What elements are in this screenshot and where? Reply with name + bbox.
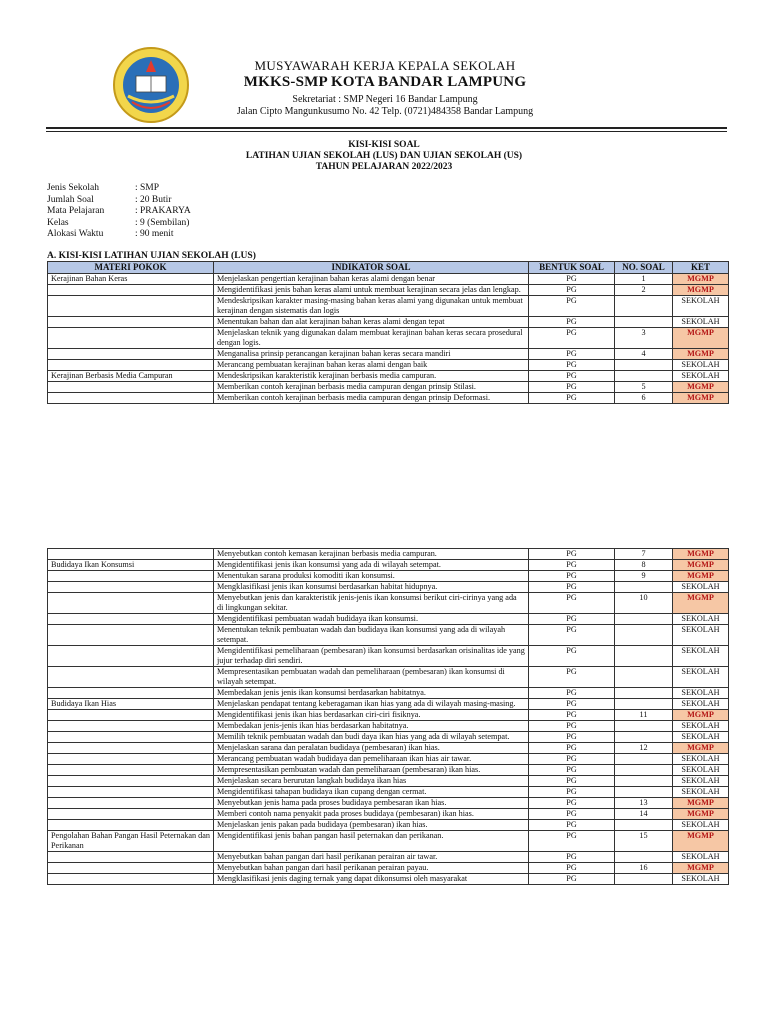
info-label: Kelas [47, 217, 69, 228]
bentuk-cell: PG [529, 699, 615, 710]
indikator-cell: Mempresentasikan pembuatan wadah dan pemeliharaan (pembesaran) ikan konsumsi di wilayah setempat. [214, 667, 529, 688]
info-label: Alokasi Waktu [47, 229, 104, 240]
indikator-cell: Menentukan bahan dan alat kerajinan bahan keras alami dengan tepat [214, 317, 529, 328]
ket-cell: SEKOLAH [673, 765, 729, 776]
ket-cell: SEKOLAH [673, 699, 729, 710]
ket-cell: MGMP [673, 743, 729, 754]
materi-cell [48, 349, 214, 360]
header-no-soal: NO. SOAL [615, 262, 673, 274]
bentuk-cell: PG [529, 688, 615, 699]
table-row [48, 820, 729, 831]
ket-cell: SEKOLAH [673, 646, 729, 667]
materi-cell [48, 549, 214, 560]
table-row [48, 743, 729, 754]
table-row [48, 710, 729, 721]
organization-name: MUSYAWARAH KERJA KEPALA SEKOLAH [254, 58, 516, 73]
ket-cell: SEKOLAH [673, 360, 729, 371]
table-row [48, 874, 729, 885]
ket-cell: SEKOLAH [673, 582, 729, 593]
no-soal-cell: 13 [615, 798, 673, 809]
table-row [48, 296, 729, 317]
materi-cell [48, 754, 214, 765]
indikator-cell: Menyebutkan bahan pangan dari hasil perikanan perairan air tawar. [214, 852, 529, 863]
table-row [48, 328, 729, 349]
ket-cell: SEKOLAH [673, 776, 729, 787]
table-row [48, 285, 729, 296]
table-row [48, 754, 729, 765]
table-row [48, 732, 729, 743]
ket-cell: SEKOLAH [673, 820, 729, 831]
info-value: : PRAKARYA [135, 206, 191, 217]
no-soal-cell [615, 699, 673, 710]
ket-cell: SEKOLAH [673, 296, 729, 317]
table-row [48, 863, 729, 874]
no-soal-cell [615, 582, 673, 593]
materi-cell [48, 721, 214, 732]
header-indikator-soal: INDIKATOR SOAL [214, 262, 529, 274]
info-label: Mata Pelajaran [47, 206, 105, 217]
no-soal-cell: 2 [615, 285, 673, 296]
no-soal-cell: 8 [615, 560, 673, 571]
materi-cell [48, 710, 214, 721]
document-subtitle: LATIHAN UJIAN SEKOLAH (LUS) DAN UJIAN SEKOLAH (US) [245, 151, 523, 161]
info-value: : 90 menit [135, 229, 174, 240]
ket-cell: MGMP [673, 571, 729, 582]
indikator-cell: Mengklasifikasi jenis ikan konsumsi berdasarkan habitat hidupnya. [214, 582, 529, 593]
bentuk-cell: PG [529, 614, 615, 625]
info-value: : 9 (Sembilan) [135, 217, 190, 228]
no-soal-cell [615, 371, 673, 382]
info-value: : 20 Butir [135, 194, 172, 205]
materi-cell [48, 667, 214, 688]
materi-cell [48, 571, 214, 582]
ket-cell: MGMP [673, 328, 729, 349]
document-titles [0, 140, 768, 173]
indikator-cell: Menjelaskan pendapat tentang keberagaman ikan hias yang ada di wilayah masing-masing. [214, 699, 529, 710]
indikator-cell: Memilih teknik pembuatan wadah dan budi daya ikan hias yang ada di wilayah setempat. [214, 732, 529, 743]
info-value: : SMP [135, 183, 160, 193]
letterhead [200, 58, 570, 117]
no-soal-cell: 4 [615, 349, 673, 360]
bentuk-cell: PG [529, 285, 615, 296]
ket-cell: MGMP [673, 831, 729, 852]
no-soal-cell [615, 667, 673, 688]
no-soal-cell: 14 [615, 809, 673, 820]
ket-cell: SEKOLAH [673, 688, 729, 699]
indikator-cell: Membedakan jenis jenis ikan konsumsi berdasarkan habitatnya. [214, 688, 529, 699]
ket-cell: SEKOLAH [673, 787, 729, 798]
table-row [48, 371, 729, 382]
indikator-cell: Menjelaskan secara berurutan langkah budidaya ikan hias [214, 776, 529, 787]
materi-cell [48, 765, 214, 776]
indikator-cell: Mempresentasikan pembuatan wadah dan pemeliharaan (pembesaran) ikan hias. [214, 765, 529, 776]
bentuk-cell: PG [529, 571, 615, 582]
bentuk-cell: PG [529, 798, 615, 809]
ket-cell: SEKOLAH [673, 317, 729, 328]
table-row [48, 776, 729, 787]
ket-cell: SEKOLAH [673, 667, 729, 688]
materi-cell [48, 328, 214, 349]
bentuk-cell: PG [529, 382, 615, 393]
ket-cell: SEKOLAH [673, 852, 729, 863]
table-row [48, 699, 729, 710]
materi-cell: Budidaya Ikan Konsumsi [48, 560, 214, 571]
letterhead-rule-thick [46, 127, 727, 129]
no-soal-cell [615, 765, 673, 776]
materi-cell [48, 743, 214, 754]
ket-cell: SEKOLAH [673, 754, 729, 765]
no-soal-cell [615, 852, 673, 863]
indikator-cell: Mengidentifikasi tahapan budidaya ikan cupang dengan cermat. [214, 787, 529, 798]
indikator-cell: Mengklasifikasi jenis daging ternak yang dapat dikonsumsi oleh masyarakat [214, 874, 529, 885]
ket-cell: MGMP [673, 809, 729, 820]
grid-table-part-2 [47, 548, 729, 885]
indikator-cell: Menentukan sarana produksi komoditi ikan konsumsi. [214, 571, 529, 582]
no-soal-cell [615, 625, 673, 646]
bentuk-cell: PG [529, 732, 615, 743]
no-soal-cell: 5 [615, 382, 673, 393]
bentuk-cell: PG [529, 809, 615, 820]
address-line: Jalan Cipto Mangunkusumo No. 42 Telp. (0721)484358 Bandar Lampung [236, 106, 534, 117]
indikator-cell: Menjelaskan pengertian kerajinan bahan keras alami dengan benar [214, 274, 529, 285]
ket-cell: MGMP [673, 710, 729, 721]
indikator-cell: Menyebutkan contoh kemasan kerajinan berbasis media campuran. [214, 549, 529, 560]
bentuk-cell: PG [529, 852, 615, 863]
indikator-cell: Mengidentifikasi jenis ikan konsumsi yang ada di wilayah setempat. [214, 560, 529, 571]
indikator-cell: Memberikan contoh kerajinan berbasis media campuran dengan prinsip Stilasi. [214, 382, 529, 393]
materi-cell: Kerajinan Berbasis Media Campuran [48, 371, 214, 382]
letterhead-rule-thin [46, 131, 727, 132]
bentuk-cell: PG [529, 582, 615, 593]
ket-cell: MGMP [673, 593, 729, 614]
bentuk-cell: PG [529, 710, 615, 721]
bentuk-cell: PG [529, 787, 615, 798]
info-row [47, 206, 191, 218]
materi-cell: Budidaya Ikan Hias [48, 699, 214, 710]
indikator-cell: Merancang pembuatan wadah budidaya dan pemeliharaan ikan hias air tawar. [214, 754, 529, 765]
indikator-cell: Mengidentifikasi jenis bahan pangan hasil peternakan dan perikanan. [214, 831, 529, 852]
indikator-cell: Mengidentifikasi pembuatan wadah budidaya ikan konsumsi. [214, 614, 529, 625]
ket-cell: MGMP [673, 349, 729, 360]
indikator-cell: Menyebutkan jenis hama pada proses budidaya pembesaran ikan hias. [214, 798, 529, 809]
organization-title: MKKS-SMP KOTA BANDAR LAMPUNG [243, 74, 527, 90]
bentuk-cell: PG [529, 349, 615, 360]
info-row [47, 229, 191, 241]
materi-cell [48, 296, 214, 317]
ket-cell: SEKOLAH [673, 874, 729, 885]
header-ket: KET [673, 262, 729, 274]
materi-cell [48, 393, 214, 404]
no-soal-cell: 9 [615, 571, 673, 582]
indikator-cell: Mengidentifikasi jenis ikan hias berdasarkan ciri-ciri fisiknya. [214, 710, 529, 721]
no-soal-cell: 15 [615, 831, 673, 852]
indikator-cell: Menjelaskan teknik yang digunakan dalam membuat kerajinan bahan keras secara prosedural dengan logis. [214, 328, 529, 349]
no-soal-cell [615, 721, 673, 732]
table-row [48, 549, 729, 560]
table-row [48, 571, 729, 582]
indikator-cell: Membedakan jenis-jenis ikan hias berdasarkan habitatnya. [214, 721, 529, 732]
table-row [48, 798, 729, 809]
table-row [48, 317, 729, 328]
materi-cell [48, 360, 214, 371]
bentuk-cell: PG [529, 328, 615, 349]
ket-cell: MGMP [673, 393, 729, 404]
materi-cell [48, 688, 214, 699]
ket-cell: SEKOLAH [673, 614, 729, 625]
no-soal-cell [615, 296, 673, 317]
bentuk-cell: PG [529, 560, 615, 571]
materi-cell [48, 787, 214, 798]
materi-cell [48, 820, 214, 831]
document-year: TAHUN PELAJARAN 2022/2023 [315, 162, 453, 172]
bentuk-cell: PG [529, 393, 615, 404]
bentuk-cell: PG [529, 360, 615, 371]
document-title: KISI-KISI SOAL [348, 140, 420, 150]
indikator-cell: Mendeskripsikan karakter masing-masing bahan keras alami yang digunakan untuk membuat kerajinan dengan sistematis dan logis [214, 296, 529, 317]
materi-cell [48, 614, 214, 625]
bentuk-cell: PG [529, 776, 615, 787]
bentuk-cell: PG [529, 754, 615, 765]
no-soal-cell: 6 [615, 393, 673, 404]
table-row [48, 787, 729, 798]
table-row [48, 274, 729, 285]
info-row [47, 218, 191, 230]
indikator-cell: Mengidentifikasi jenis bahan keras alami untuk membuat kerajinan secara jelas dan lengkap. [214, 285, 529, 296]
bentuk-cell: PG [529, 274, 615, 285]
table-row [48, 393, 729, 404]
bentuk-cell: PG [529, 765, 615, 776]
school-emblem-logo [112, 46, 190, 124]
info-label: Jenis Sekolah [47, 183, 99, 193]
info-row [47, 183, 191, 195]
no-soal-cell: 10 [615, 593, 673, 614]
no-soal-cell [615, 688, 673, 699]
no-soal-cell: 7 [615, 549, 673, 560]
bentuk-cell: PG [529, 549, 615, 560]
no-soal-cell [615, 874, 673, 885]
materi-cell [48, 776, 214, 787]
materi-cell: Kerajinan Bahan Keras [48, 274, 214, 285]
materi-cell [48, 382, 214, 393]
bentuk-cell: PG [529, 820, 615, 831]
table-row [48, 688, 729, 699]
secretariat-line: Sekretariat : SMP Negeri 16 Bandar Lampung [292, 94, 478, 105]
indikator-cell: Mengidentifikasi pemeliharaan (pembesaran) ikan konsumsi berdasarkan orisinalitas ide yang jujur terhadap diri sendiri. [214, 646, 529, 667]
materi-cell [48, 863, 214, 874]
no-soal-cell [615, 646, 673, 667]
table-row [48, 831, 729, 852]
materi-cell [48, 732, 214, 743]
no-soal-cell: 16 [615, 863, 673, 874]
table-row [48, 646, 729, 667]
indikator-cell: Memberi contoh nama penyakit pada proses budidaya (pembesaran) ikan hias. [214, 809, 529, 820]
bentuk-cell: PG [529, 371, 615, 382]
materi-cell [48, 317, 214, 328]
table-row [48, 593, 729, 614]
ket-cell: MGMP [673, 382, 729, 393]
materi-cell [48, 646, 214, 667]
no-soal-cell [615, 787, 673, 798]
table-row [48, 852, 729, 863]
materi-cell [48, 582, 214, 593]
no-soal-cell: 1 [615, 274, 673, 285]
materi-cell [48, 852, 214, 863]
table-row [48, 382, 729, 393]
info-row [47, 195, 191, 207]
section-title: A. KISI-KISI LATIHAN UJIAN SEKOLAH (LUS) [47, 251, 256, 261]
ket-cell: MGMP [673, 549, 729, 560]
ket-cell: MGMP [673, 560, 729, 571]
materi-cell: Pengolahan Bahan Pangan Hasil Peternakan dan Perikanan [48, 831, 214, 852]
ket-cell: SEKOLAH [673, 371, 729, 382]
ket-cell: SEKOLAH [673, 732, 729, 743]
document-info [47, 183, 191, 241]
materi-cell [48, 874, 214, 885]
no-soal-cell [615, 820, 673, 831]
table-row [48, 560, 729, 571]
indikator-cell: Merancang pembuatan kerajinan bahan keras alami dengan baik [214, 360, 529, 371]
table-row [48, 625, 729, 646]
table-row [48, 349, 729, 360]
header-materi-pokok: MATERI POKOK [48, 262, 214, 274]
no-soal-cell: 11 [615, 710, 673, 721]
indikator-cell: Menganalisa prinsip perancangan kerajinan bahan keras secara mandiri [214, 349, 529, 360]
no-soal-cell [615, 317, 673, 328]
no-soal-cell [615, 732, 673, 743]
bentuk-cell: PG [529, 863, 615, 874]
table-row [48, 667, 729, 688]
ket-cell: SEKOLAH [673, 721, 729, 732]
materi-cell [48, 809, 214, 820]
ket-cell: MGMP [673, 274, 729, 285]
bentuk-cell: PG [529, 593, 615, 614]
indikator-cell: Menjelaskan jenis pakan pada budidaya (pembesaran) ikan hias. [214, 820, 529, 831]
bentuk-cell: PG [529, 646, 615, 667]
indikator-cell: Memberikan contoh kerajinan berbasis media campuran dengan prinsip Deformasi. [214, 393, 529, 404]
table-row [48, 721, 729, 732]
no-soal-cell: 3 [615, 328, 673, 349]
no-soal-cell [615, 754, 673, 765]
ket-cell: MGMP [673, 285, 729, 296]
table-row [48, 765, 729, 776]
table-row [48, 614, 729, 625]
no-soal-cell [615, 360, 673, 371]
bentuk-cell: PG [529, 743, 615, 754]
ket-cell: SEKOLAH [673, 625, 729, 646]
bentuk-cell: PG [529, 831, 615, 852]
ket-cell: MGMP [673, 863, 729, 874]
bentuk-cell: PG [529, 874, 615, 885]
bentuk-cell: PG [529, 296, 615, 317]
indikator-cell: Menentukan teknik pembuatan wadah dan budidaya ikan konsumsi yang ada di wilayah setempat. [214, 625, 529, 646]
bentuk-cell: PG [529, 625, 615, 646]
no-soal-cell: 12 [615, 743, 673, 754]
materi-cell [48, 798, 214, 809]
header-bentuk-soal: BENTUK SOAL [529, 262, 615, 274]
no-soal-cell [615, 776, 673, 787]
indikator-cell: Menyebutkan jenis dan karakteristik jenis-jenis ikan konsumsi berikut ciri-cirinya yang ada di lingkungan sekitar. [214, 593, 529, 614]
ket-cell: MGMP [673, 798, 729, 809]
info-label: Jumlah Soal [47, 194, 94, 205]
indikator-cell: Mendeskripsikan karakteristik kerajinan berbasis media campuran. [214, 371, 529, 382]
materi-cell [48, 285, 214, 296]
bentuk-cell: PG [529, 317, 615, 328]
table-row [48, 360, 729, 371]
table-row [48, 582, 729, 593]
grid-table-part-1 [47, 261, 729, 404]
table-row [48, 809, 729, 820]
indikator-cell: Menyebutkan bahan pangan dari hasil perikanan perairan payau. [214, 863, 529, 874]
bentuk-cell: PG [529, 721, 615, 732]
bentuk-cell: PG [529, 667, 615, 688]
materi-cell [48, 625, 214, 646]
no-soal-cell [615, 614, 673, 625]
materi-cell [48, 593, 214, 614]
indikator-cell: Menjelaskan sarana dan peralatan budidaya (pembesaran) ikan hias. [214, 743, 529, 754]
